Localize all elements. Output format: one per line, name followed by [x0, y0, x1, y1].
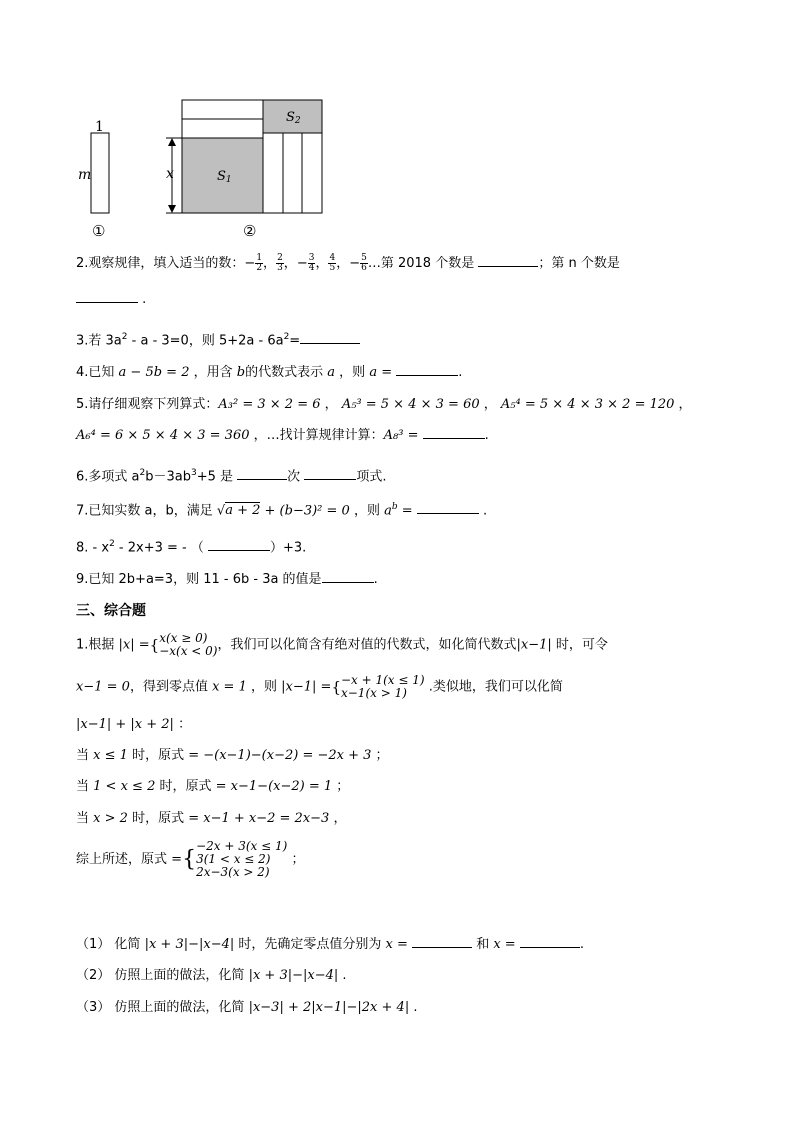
answer-blank[interactable] — [417, 501, 479, 514]
s1-label: S1 — [217, 169, 232, 185]
comp-1-part-1: （1） 化简 |x + 3|−|x−4| 时，先确定零点值分别为 x = 和 x = . — [76, 937, 584, 952]
comp-1-line-3: |x−1| + |x + 2| ： — [76, 717, 192, 732]
geometry-figure — [0, 0, 794, 250]
piecewise: −x + 1(x ≤ 1) x−1(x > 1) — [340, 673, 425, 700]
question-9: 9.已知 2b+a=3，则 11 - 6b - 3a 的值是 . — [76, 572, 378, 587]
comp-1-line-5: 当 1 < x ≤ 2 时，原式 = x−1−(x−2) = 1 ； — [76, 779, 350, 794]
answer-blank[interactable] — [76, 290, 138, 303]
square-root: √a + 2 — [216, 503, 261, 519]
fraction: $\frac{3}{4}$ — [308, 253, 315, 273]
rect-1-side-label: m — [78, 167, 92, 183]
rect-1 — [91, 133, 109, 213]
question-3: 3.若 $3a^2 - a - 3=0$，则 $5+2a - 6a^2=$ — [76, 328, 360, 350]
fraction: $\frac{5}{6}$ — [361, 253, 367, 273]
fraction: $\frac{2}{3}$ — [277, 253, 283, 273]
answer-blank[interactable] — [300, 331, 360, 344]
caption-2: ② — [243, 222, 257, 240]
question-4: 4.已知 a − 5b = 2 ，用含 b的代数式表示 a ，则 a = . — [76, 365, 463, 380]
answer-blank[interactable] — [396, 363, 458, 376]
piecewise: −2x + 3(x ≤ 1) 3(1 < x ≤ 2) 2x−3(x > 2) — [196, 839, 288, 879]
comp-1-line-1: 1.根据 |x| ={ x(x ≥ 0) −x(x < 0) ，我们可以化简含有绝对值的代数式，如化简代数式|x−1| 时，可令 — [76, 631, 608, 658]
comp-1-line-6: 当 x > 2 时，原式 = x−1 + x−2 = 2x−3 ， — [76, 811, 347, 826]
question-2: 2.观察规律，填入适当的数：− $\frac{1}{2}$ ， $\frac{2}{3}$ ，− $\frac{3}{4}$ ， $\frac{4}{5}$ ，− $\frac{5}{6}$ …第 2018 个数是 ；第 n 个数是 — [76, 253, 620, 273]
question-7: 7.已知实数 a，b，满足 √a + 2 + (b−3)² = 0 ，则 $a^b$ = . — [76, 502, 488, 519]
question-6: 6.多项式 $a^2b-3ab^3+5$ 是 次 项式. — [76, 468, 387, 485]
answer-blank[interactable] — [237, 467, 287, 480]
answer-blank[interactable] — [478, 254, 538, 267]
rect-2-side-label: x — [166, 166, 174, 182]
answer-blank[interactable] — [423, 426, 485, 439]
answer-blank[interactable] — [208, 538, 270, 551]
comp-1-line-2: x−1 = 0，得到零点值 x = 1 ，则 |x−1| ={ −x + 1(x ≤ 1) x−1(x > 1) .类似地，我们可以化简 — [76, 673, 563, 700]
answer-blank[interactable] — [304, 467, 356, 480]
comp-1-part-3: （3） 仿照上面的做法，化简 |x−3| + 2|x−1|−|2x + 4| . — [76, 1000, 418, 1015]
question-8: 8. - $x^2 - 2x+3$ = - （ ）+3. — [76, 539, 307, 556]
section-heading: 三、综合题 — [76, 603, 146, 619]
piecewise: x(x ≥ 0) −x(x < 0) — [159, 631, 218, 658]
comp-1-line-4: 当 x ≤ 1 时，原式 = −(x−1)−(x−2) = −2x + 3 ； — [76, 748, 389, 763]
question-2-cont: . — [76, 290, 146, 309]
caption-1: ① — [92, 222, 106, 240]
answer-blank[interactable] — [520, 935, 580, 948]
answer-blank[interactable] — [322, 570, 374, 583]
s2-label: S2 — [286, 110, 301, 126]
comp-1-part-2: （2） 仿照上面的做法，化简 |x + 3|−|x−4| . — [76, 968, 347, 983]
rect-1-top-label: 1 — [95, 119, 104, 135]
question-5-cont: A₆⁴ = 6 × 5 × 4 × 3 = 360 ，…找计算规律计算：A₈³ = . — [76, 428, 489, 443]
fraction: $\frac{4}{5}$ — [329, 253, 336, 273]
comp-1-line-7: 综上所述，原式 ={ −2x + 3(x ≤ 1) 3(1 < x ≤ 2) 2x−3(x > 2) ； — [76, 839, 305, 879]
fraction: $\frac{1}{2}$ — [256, 253, 263, 273]
question-5: 5.请仔细观察下列算式：A₃² = 3 × 2 = 6 ， A₅³ = 5 × 4 × 3 = 60 ， A₅⁴ = 5 × 4 × 3 × 2 = 120 ， — [76, 397, 692, 412]
answer-blank[interactable] — [412, 935, 472, 948]
